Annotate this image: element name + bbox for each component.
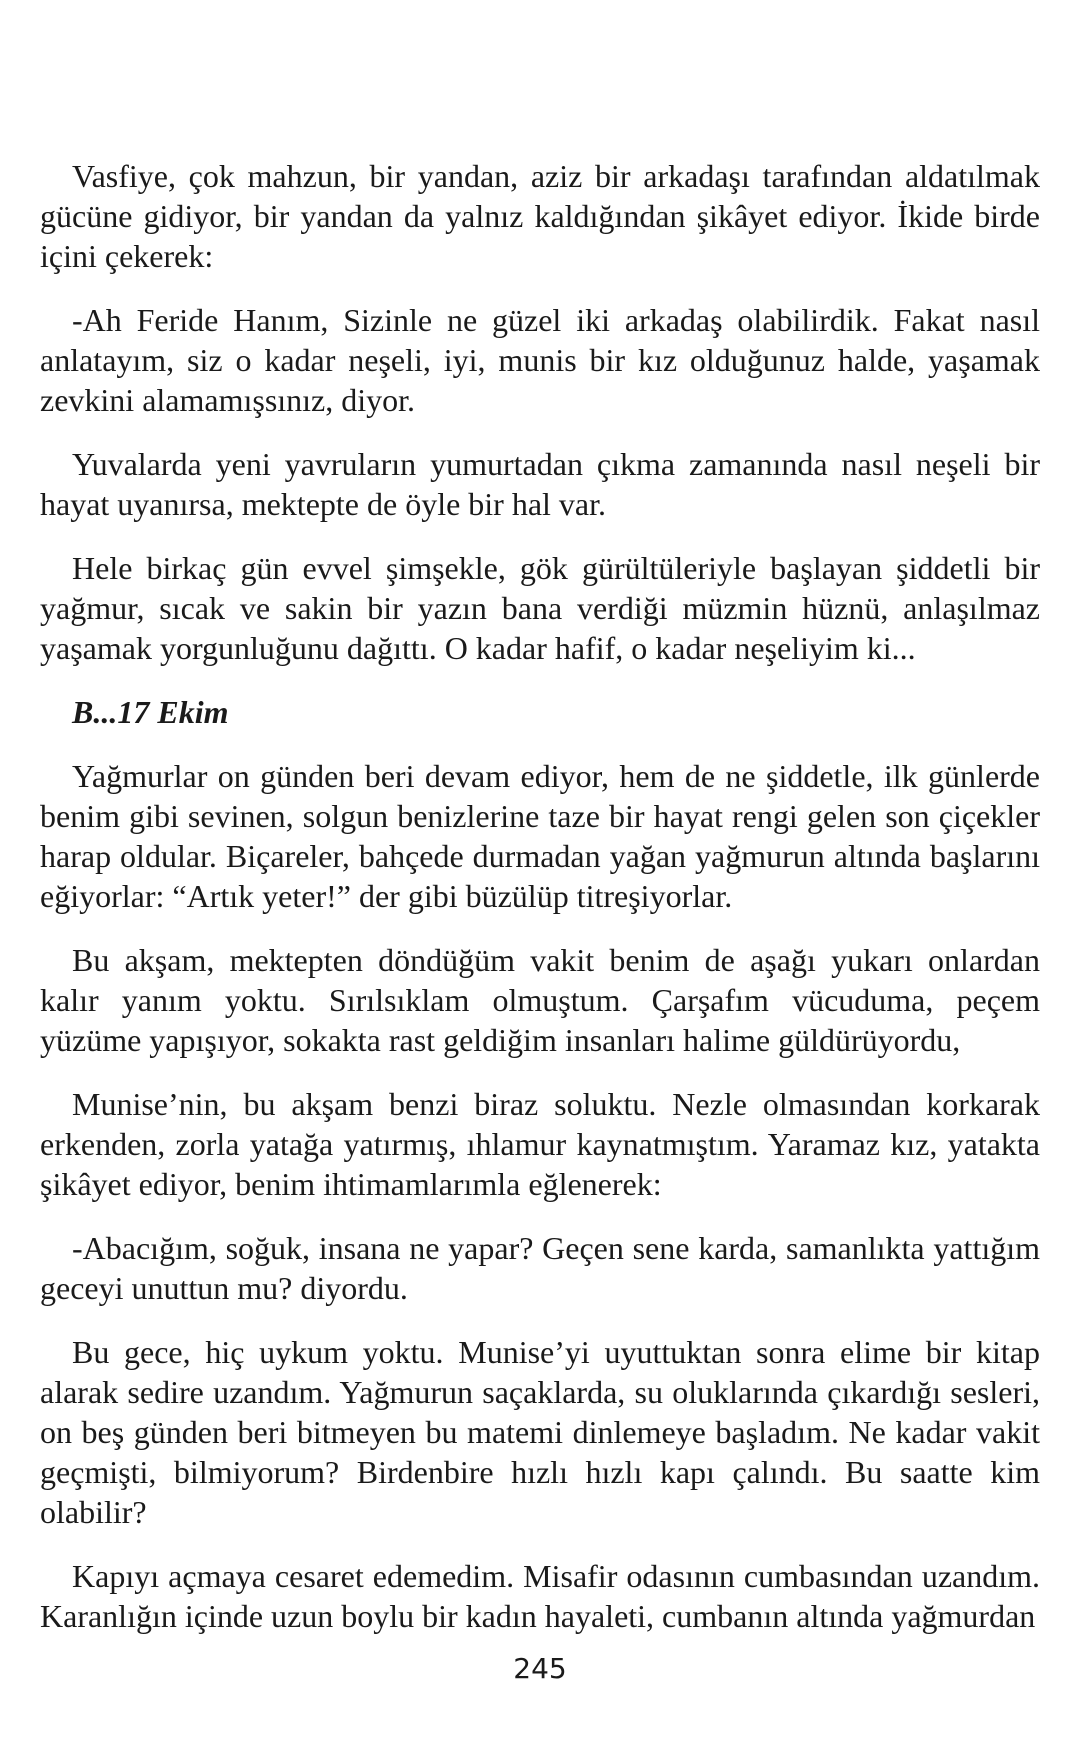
paragraph-bu-aksam: Bu akşam, mektepten döndüğüm vakit benim de aşağı yukarı onlardan kalır yanım yoktu. Sırılsıklam olmuştum. Çarşafım vücuduma, peçem yüzüme yapışıyor, sokakta rast geldiğim insanları halime güldürüyordu, [40, 942, 1040, 1058]
paragraph-kapiyi: Kapıyı açmaya cesaret edemedim. Misafir odasının cumbasından uzandım. Karanlığın içinde uzun boylu bir kadın hayaleti, cumbanın altında yağmurdan [40, 1558, 1040, 1634]
paragraph-ah-feride: -Ah Feride Hanım, Sizinle ne güzel iki arkadaş olabilirdik. Fakat nasıl anlatayım, siz o kadar neşeli, iyi, munis bir kız olduğunuz halde, yaşamak zevkini alamamışsınız, diyor. [40, 302, 1040, 418]
page-number: 245 [513, 1652, 567, 1685]
paragraph-abacigim: -Abacığım, soğuk, insana ne yapar? Geçen sene karda, samanlıkta yattığım geceyi unuttun mu? diyordu. [40, 1230, 1040, 1306]
paragraph-munise: Munise’nin, bu akşam benzi biraz soluktu. Nezle olmasından korkarak erkenden, zorla yatağa yatırmış, ıhlamur kaynatmıştım. Yaramaz kız, yatakta şikâyet ediyor, benim ihtimamlarımla eğlenerek: [40, 1086, 1040, 1202]
paragraph-hele-birkac: Hele birkaç gün evvel şimşekle, gök gürültüleriyle başlayan şiddetli bir yağmur, sıcak ve sakin bir yazın bana verdiği müzmin hüznü, anlaşılmaz yaşamak yorgunluğunu dağıttı. O kadar hafif, o kadar neşeliyim ki... [40, 550, 1040, 666]
section-heading: B...17 Ekim [72, 694, 229, 730]
paragraph-yuvalarda: Yuvalarda yeni yavruların yumurtadan çıkma zamanında nasıl neşeli bir hayat uyanırsa, mektepte de öyle bir hal var. [40, 446, 1040, 522]
paragraph-bu-gece: Bu gece, hiç uykum yoktu. Munise’yi uyuttuktan sonra elime bir kitap alarak sedire uzandım. Yağmurun saçaklarda, su oluklarında çıkardığı sesleri, on beş günden beri bitmeyen bu matemi dinlemeye başladım. Ne kadar vakit geçmişti, bilmiyorum? Birdenbire hızlı hızlı kapı çalındı. Bu saatte kim olabilir? [40, 1334, 1040, 1530]
paragraph-vasfiye: Vasfiye, çok mahzun, bir yandan, aziz bir arkadaşı tarafından aldatılmak gücüne gidiyor, bir yandan da yalnız kaldığından şikâyet ediyor. İkide birde içini çekerek: [40, 158, 1040, 274]
paragraph-yagmurlar: Yağmurlar on günden beri devam ediyor, hem de ne şiddetle, ilk günlerde benim gibi sevinen, solgun benizlerine taze bir hayat rengi gelen son çiçekler harap oldular. Biçareler, bahçede durmadan yağan yağmurun altında başlarını eğiyorlar: “Artık yeter!” der gibi büzülüp titreşiyorlar. [40, 758, 1040, 914]
page-body [40, 156, 1040, 1660]
